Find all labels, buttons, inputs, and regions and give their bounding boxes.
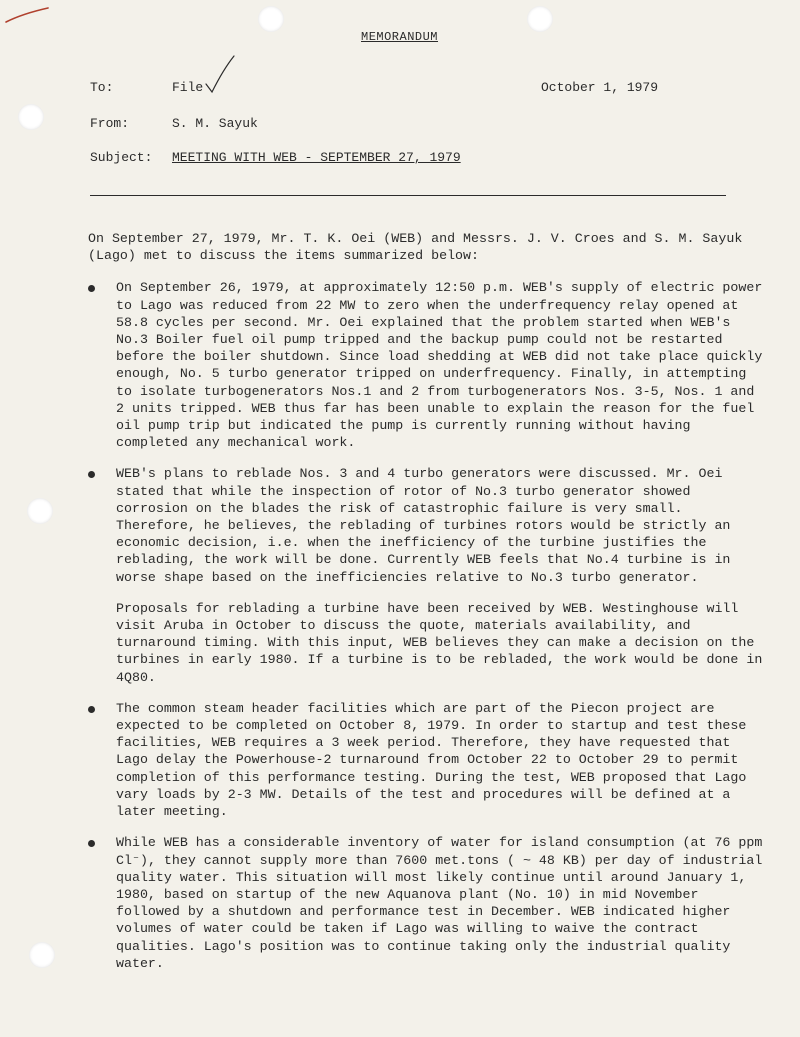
list-item: [88, 834, 768, 972]
to-label: To:: [90, 80, 114, 95]
subject-label: Subject:: [90, 150, 153, 165]
bullet-text: While WEB has a considerable inventory of water for island consumption (at 76 ppm Cl⁻), they cannot supply more than 7600 met.tons ( ~ 48 KB) per day of industrial quality water. This situation will most likely continue until around January 1, 1980, based on startup of the new Aquanova plant (No. 10) in mid November followed by a shutdown and performance test in December. WEB indicated higher volumes of water could be taken if Lago was willing to waive the contract qualities. Lago's position was to continue taking only the industrial quality water.: [116, 835, 763, 971]
bullet-icon: [88, 706, 95, 713]
check-mark: [200, 52, 240, 98]
from-value: S. M. Sayuk: [172, 116, 258, 131]
memo-body: [88, 230, 768, 986]
to-value: File: [172, 80, 204, 95]
bullet-text: The common steam header facilities which are part of the Piecon project are expected to be completed on October 8, 1979. In order to startup and test these facilities, WEB requires a 3 week period. Therefore, they have requested that Lago delay the Powerhouse-2 turnaround from October 22 to October 29 to permit completion of this performance testing. During the test, WEB proposed that Lago vary loads by 2-3 MW. Details of the test and procedures will be defined at a later meeting.: [116, 700, 747, 820]
bullet-icon: [88, 471, 95, 478]
bullet-icon: [88, 285, 95, 292]
punch-hole-left-middle: [27, 498, 53, 524]
from-label: From:: [90, 116, 130, 131]
bullet-text: WEB's plans to reblade Nos. 3 and 4 turbo generators were discussed. Mr. Oei stated that while the inspection of rotor of No.3 turbo generator showed corrosion on the blades the risk of catastrophic failure is very small. Therefore, he believes, the reblading of turbines rotors would be strictly an economic decision, i.e. when the inefficiency of the turbine justifies the reblading, the work will be done. Currently WEB feels that No.4 turbine is in worse shape based on the inefficiencies relative to No.3 turbo generator.: [116, 466, 731, 585]
punch-hole-left-lower: [29, 942, 55, 968]
punch-hole-left-upper: [18, 104, 44, 130]
punch-hole-top-left: [258, 6, 284, 32]
header-divider: [90, 195, 726, 196]
bullet-icon: [88, 840, 95, 847]
continuation-paragraph: Proposals for reblading a turbine have been received by WEB. Westinghouse will visit Aruba in October to discuss the quote, materials availability, and turnaround timing. With this input, WEB believes they can make a decision on the turbines in early 1980. If a turbine is to be rebladed, the work would be done in 4Q80.: [116, 600, 763, 685]
list-item: [88, 279, 768, 451]
red-pen-mark: [0, 0, 60, 30]
subject-value: MEETING WITH WEB - SEPTEMBER 27, 1979: [172, 150, 461, 165]
punch-hole-top-right: [527, 6, 553, 32]
intro-paragraph: On September 27, 1979, Mr. T. K. Oei (WEB) and Messrs. J. V. Croes and S. M. Sayuk (Lago) met to discuss the items summarized below:: [88, 231, 743, 264]
memo-title: MEMORANDUM: [361, 30, 439, 44]
list-item: [88, 700, 768, 820]
list-item: [88, 465, 768, 585]
memo-date: October 1, 1979: [541, 80, 659, 95]
bullet-text: On September 26, 1979, at approximately 12:50 p.m. WEB's supply of electric power to Lago was reduced from 22 MW to zero when the underfrequency relay opened at 58.8 cycles per second. Mr. Oei explained that the problem started when WEB's No.3 Boiler fuel oil pump tripped and the backup pump could not be restarted before the boiler shutdown. Since load shedding at WEB did not take place quickly enough, No. 5 turbo generator tripped on underfrequency. Finally, in attempting to isolate turbogenerators Nos.1 and 2 from turbogenerators Nos. 3-5, Nos. 1 and 2 units tripped. WEB thus far has been unable to explain the reason for the fuel oil pump trip but indicated the pump is currently running without having completed any mechanical work.: [116, 280, 763, 451]
